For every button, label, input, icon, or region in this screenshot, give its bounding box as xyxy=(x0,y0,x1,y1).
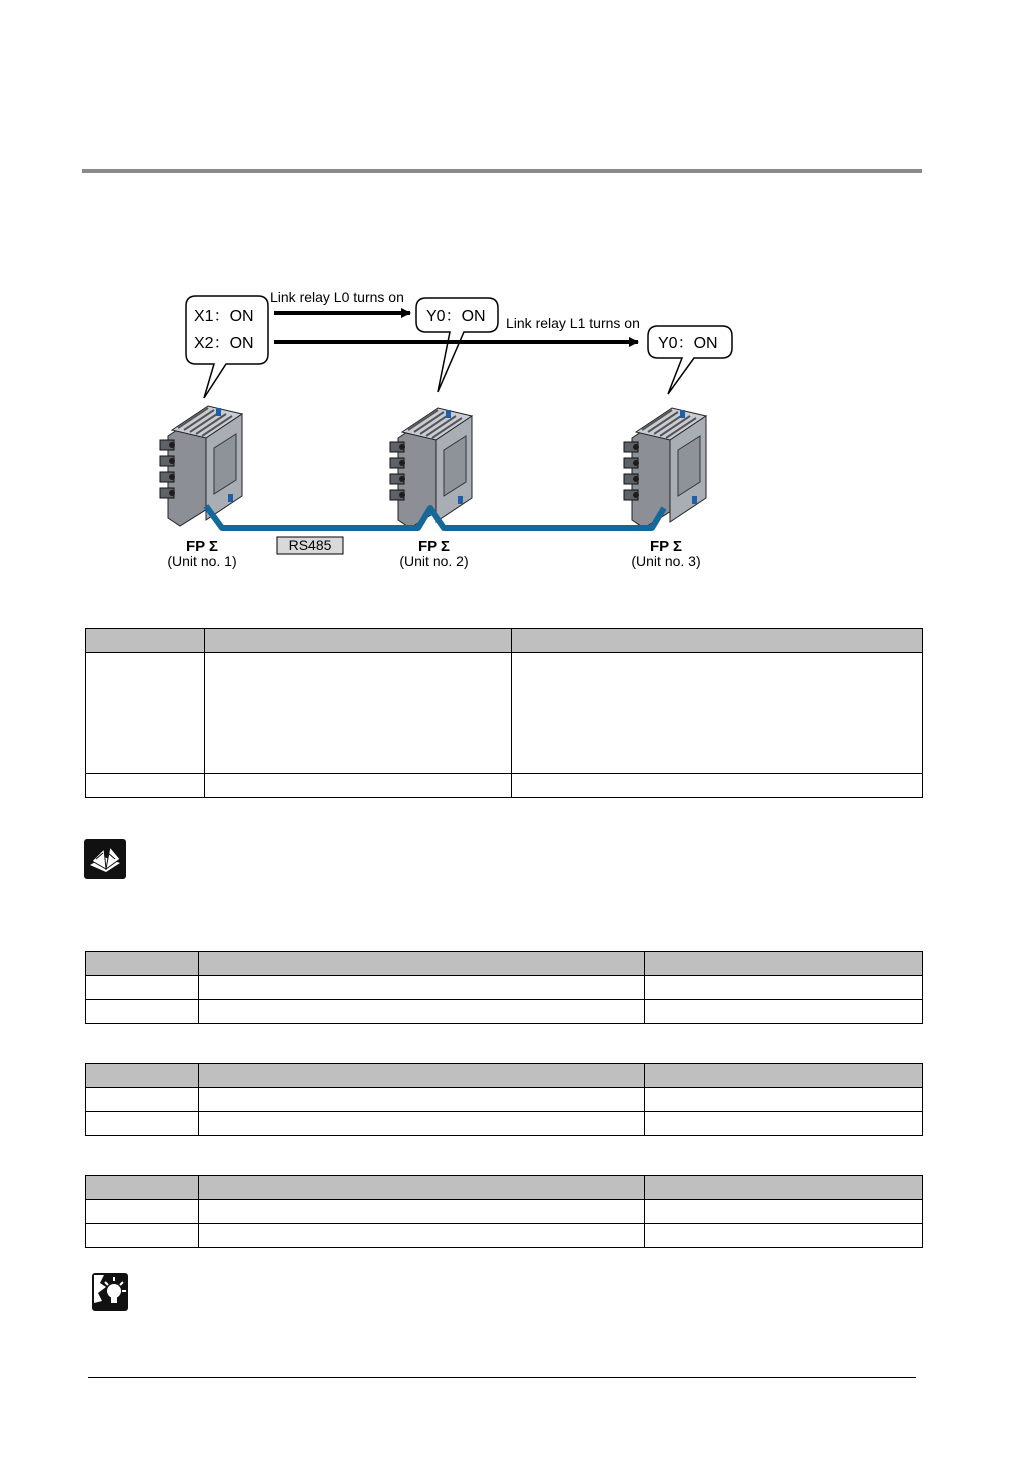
unit2-bubble xyxy=(416,298,498,392)
table-row xyxy=(86,1088,923,1112)
table-row xyxy=(86,1224,923,1248)
unit3-bubble xyxy=(648,326,732,394)
settings-table-1 xyxy=(85,628,923,798)
unit1-bubble-line1: X1：ON xyxy=(194,308,254,325)
unit1-name: FP Σ xyxy=(185,538,219,555)
table-header-row xyxy=(86,1176,923,1200)
table-row xyxy=(86,653,923,774)
table-row xyxy=(86,976,923,1000)
unit3-name: FP Σ xyxy=(649,538,683,555)
unit2-number: (Unit no. 2) xyxy=(399,553,469,569)
unit3-bubble-text: Y0：ON xyxy=(658,335,718,352)
table-row xyxy=(86,1000,923,1024)
unit1-bubble-line2: X2：ON xyxy=(194,335,254,352)
arrow-label-l0: Link relay L0 turns on xyxy=(270,289,404,305)
table-row xyxy=(86,1112,923,1136)
settings-table-3 xyxy=(85,1063,923,1136)
plc-link-diagram xyxy=(122,288,848,576)
rs485-label: RS485 xyxy=(288,537,332,553)
unit1-bubble xyxy=(186,296,268,398)
book-icon xyxy=(84,839,126,879)
settings-table-4 xyxy=(85,1175,923,1248)
lightbulb-icon xyxy=(92,1273,128,1311)
arrow-label-l1: Link relay L1 turns on xyxy=(506,315,640,331)
settings-table-2 xyxy=(85,951,923,1024)
unit2-bubble-text: Y0：ON xyxy=(426,308,486,325)
footer-rule xyxy=(88,1377,916,1378)
table-row xyxy=(86,1200,923,1224)
table-row xyxy=(86,774,923,798)
plc-unit-1 xyxy=(160,406,242,526)
unit1-number: (Unit no. 1) xyxy=(167,553,237,569)
table-header-row xyxy=(86,952,923,976)
header-rule xyxy=(82,169,922,173)
table-header-row xyxy=(86,1064,923,1088)
table-header-row xyxy=(86,629,923,653)
unit3-number: (Unit no. 3) xyxy=(631,553,701,569)
unit2-name: FP Σ xyxy=(417,538,451,555)
